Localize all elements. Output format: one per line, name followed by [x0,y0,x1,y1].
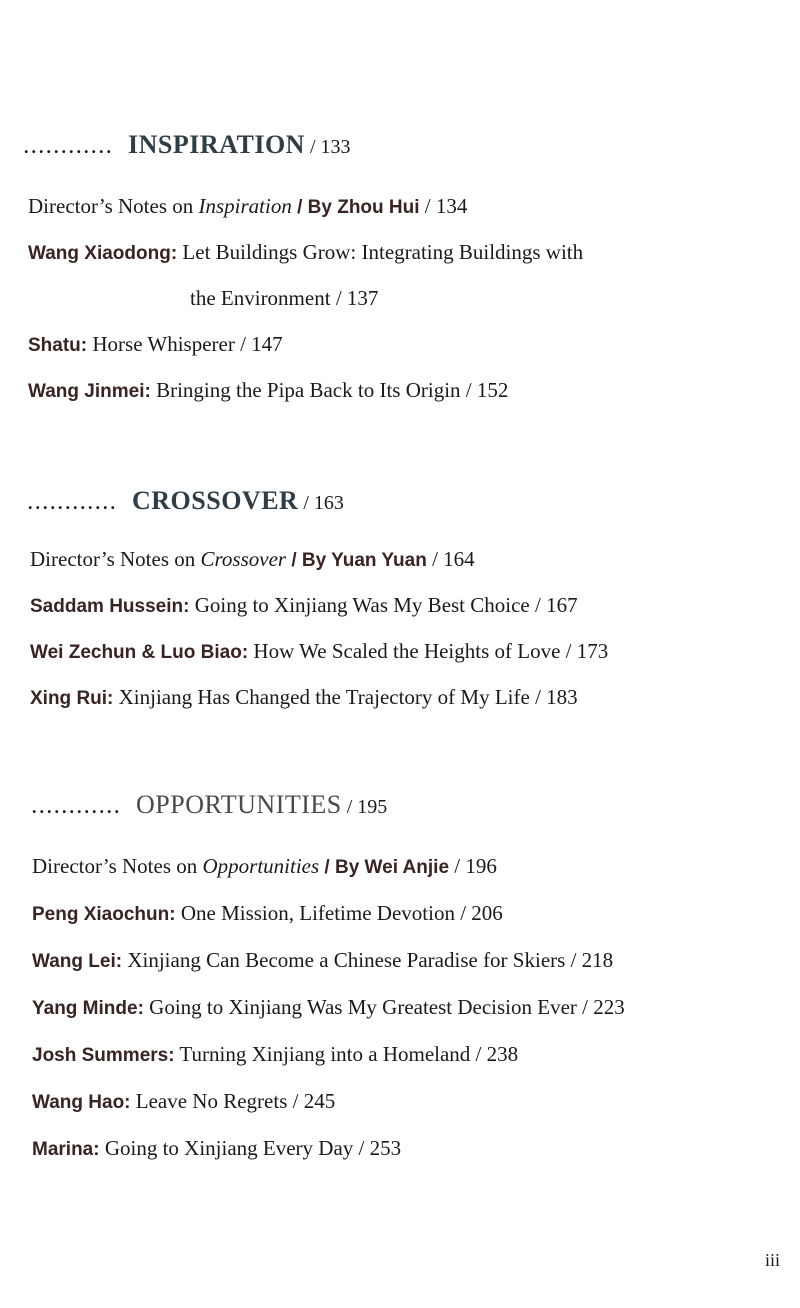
entry-title: Going to Xinjiang Every Day [104,1136,354,1160]
entry-page: / 196 [454,854,497,878]
entry-page: / 238 [475,1042,519,1066]
entry-page: / 147 [240,332,283,356]
entry-author: Peng Xiaochun: [32,904,176,925]
entry-page: / 183 [535,685,578,709]
entry-author: Marina: [32,1139,100,1160]
toc-entry[interactable] [28,378,508,403]
toc-entry[interactable] [32,948,613,973]
entry-author: Josh Summers: [32,1045,175,1066]
toc-entry[interactable] [32,1089,335,1114]
entry-page: / 253 [358,1136,402,1160]
leader-dots: ............ [32,797,122,817]
entry-author: Saddam Hussein: [30,596,190,617]
entry-title: Going to Xinjiang Was My Greatest Decision Ever [149,995,577,1019]
directors-notes-entry[interactable] [30,547,475,572]
entry-author: Xing Rui: [30,688,114,709]
notes-topic: Crossover [200,547,287,571]
entry-title: Going to Xinjiang Was My Best Choice [194,593,530,617]
section-page-number: 195 [357,796,388,818]
entry-page: / 137 [335,286,379,310]
section-page-number: 163 [313,492,344,514]
entry-author: Wang Xiaodong: [28,243,178,264]
notes-byline: / By Yuan Yuan [291,550,427,571]
notes-prefix: Director’s Notes on [30,547,196,571]
entry-page: / 218 [570,948,614,972]
section-separator: / [303,492,309,514]
entry-title: Xinjiang Has Changed the Trajectory of My Life [118,685,530,709]
toc-entry[interactable] [28,240,583,265]
directors-notes-entry[interactable] [28,194,467,219]
page-number: iii [764,1250,780,1270]
notes-prefix: Director’s Notes on [32,854,198,878]
entry-author: Wang Hao: [32,1092,131,1113]
entry-title: Let Buildings Grow: Integrating Buildings with [182,240,584,264]
entry-page: / 134 [424,194,468,218]
notes-topic: Opportunities [202,854,320,878]
notes-byline: / By Wei Anjie [324,857,450,878]
section-separator: / [346,796,353,818]
entry-author: Wang Lei: [32,951,123,972]
section-title: CROSSOVER [132,486,299,515]
entry-page: / 167 [535,593,578,617]
toc-entry-continuation[interactable] [190,286,378,311]
entry-author: Shatu: [28,335,88,356]
entry-title: Leave No Regrets [135,1089,288,1113]
toc-entry[interactable] [30,593,578,618]
section-title: OPPORTUNITIES [136,790,342,819]
toc-entry[interactable] [32,901,503,926]
entry-page: / 164 [432,547,475,571]
entry-page: / 152 [465,378,509,402]
toc-entry[interactable] [28,332,283,357]
entry-title-continuation: the Environment [190,286,331,310]
entry-page: / 173 [565,639,609,663]
entry-author: Yang Minde: [32,998,144,1019]
section-heading-opportunities [32,790,387,820]
entry-title: Turning Xinjiang into a Homeland [179,1042,471,1066]
directors-notes-entry[interactable] [32,854,497,879]
notes-byline: / By Zhou Hui [297,197,420,218]
entry-page: / 245 [292,1089,336,1113]
toc-entry[interactable] [32,1136,401,1161]
notes-prefix: Director’s Notes on [28,194,194,218]
leader-dots: ............ [24,137,114,157]
entry-title: Bringing the Pipa Back to Its Origin [156,378,461,402]
section-title: INSPIRATION [128,130,305,159]
notes-topic: Inspiration [198,194,292,218]
entry-author: Wei Zechun & Luo Biao: [30,642,249,663]
toc-entry[interactable] [30,639,608,664]
entry-title: One Mission, Lifetime Devotion [180,901,455,925]
leader-dots: ............ [28,493,118,513]
toc-entry[interactable] [30,685,578,710]
entry-page: / 206 [460,901,503,925]
entry-title: Xinjiang Can Become a Chinese Paradise for Skiers [127,948,566,972]
section-page-number: 133 [320,136,351,158]
section-separator: / [309,136,316,158]
toc-entry[interactable] [32,1042,518,1067]
entry-page: / 223 [582,995,625,1019]
entry-author: Wang Jinmei: [28,381,151,402]
section-heading-inspiration [24,130,351,160]
entry-title: Horse Whisperer [92,332,235,356]
toc-entry[interactable] [32,995,625,1020]
entry-title: How We Scaled the Heights of Love [253,639,561,663]
section-heading-crossover [28,486,344,516]
